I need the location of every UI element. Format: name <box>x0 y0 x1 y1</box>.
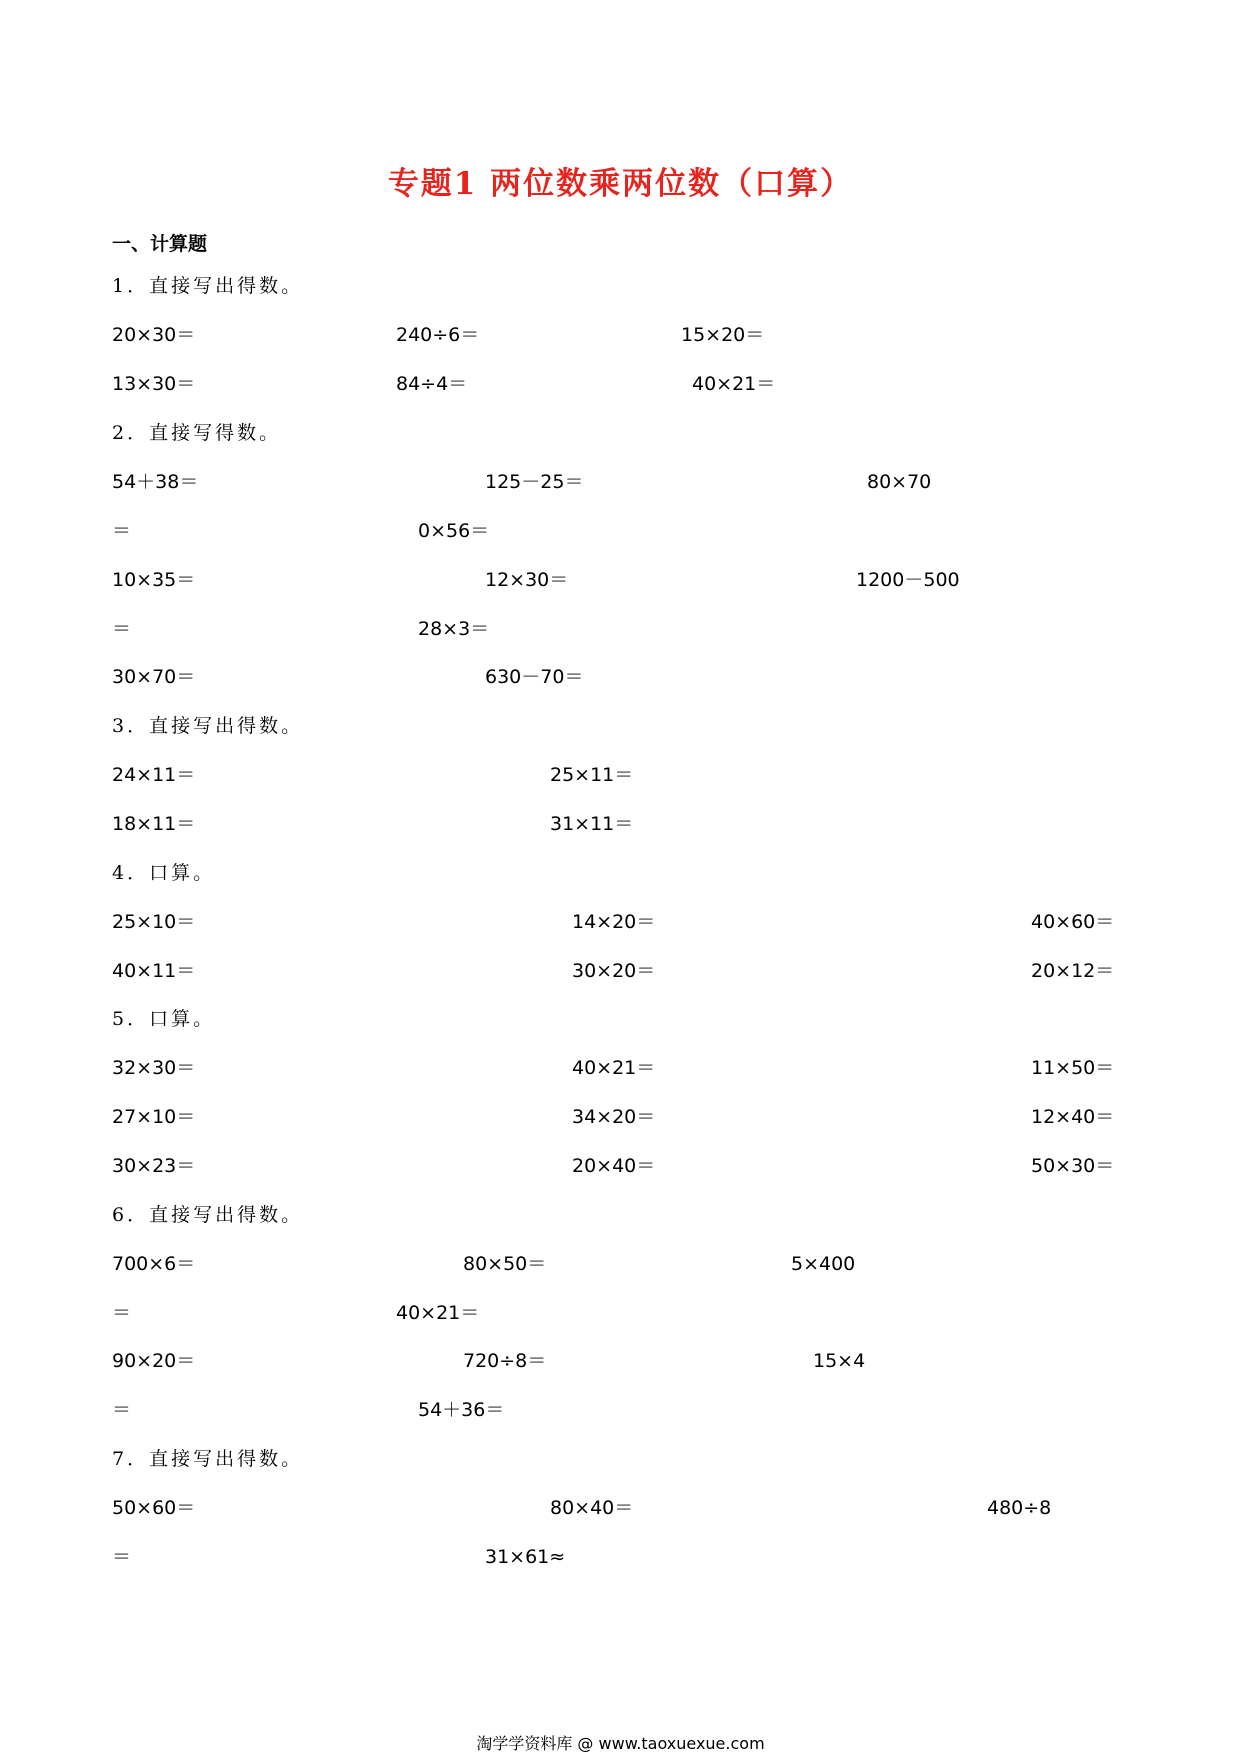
problem: ＝ <box>112 618 132 640</box>
problem: 28×3＝ <box>418 618 490 640</box>
problem: 30×70＝ <box>112 666 196 688</box>
problem: 14×20＝ <box>572 911 656 933</box>
problem: 0×56＝ <box>418 520 490 542</box>
problem: 20×30＝ <box>112 324 196 346</box>
problem: 50×60＝ <box>112 1497 196 1519</box>
problem: 40×60＝ <box>1031 911 1115 933</box>
question-1-label: 1．直接写出得数。 <box>112 275 304 297</box>
problem: 54＋38＝ <box>112 471 199 493</box>
section-heading: 一、计算题 <box>112 233 208 255</box>
problem: 80×40＝ <box>550 1497 634 1519</box>
problem: 40×21＝ <box>692 373 776 395</box>
problem: 700×6＝ <box>112 1253 196 1275</box>
problem: 18×11＝ <box>112 813 196 835</box>
problem: ＝ <box>112 520 132 542</box>
problem: 10×35＝ <box>112 569 196 591</box>
problem: 720÷8＝ <box>463 1350 547 1372</box>
problem: 40×21＝ <box>572 1057 656 1079</box>
problem: 5×400 <box>791 1253 856 1275</box>
question-6-label: 6．直接写出得数。 <box>112 1204 304 1226</box>
problem: 80×50＝ <box>463 1253 547 1275</box>
question-2-label: 2．直接写得数。 <box>112 422 282 444</box>
problem: 40×11＝ <box>112 960 196 982</box>
problem: 11×50＝ <box>1031 1057 1115 1079</box>
problem: ＝ <box>112 1546 132 1568</box>
problem: 90×20＝ <box>112 1350 196 1372</box>
footer-watermark: 淘学学资料库 @ www.taoxuexue.com <box>476 1734 765 1753</box>
problem: ＝ <box>112 1302 132 1324</box>
problem: 15×20＝ <box>681 324 765 346</box>
problem: 12×30＝ <box>485 569 569 591</box>
problem: 25×10＝ <box>112 911 196 933</box>
problem: 84÷4＝ <box>396 373 468 395</box>
problem: 25×11＝ <box>550 764 634 786</box>
problem: 30×23＝ <box>112 1155 196 1177</box>
problem: 240÷6＝ <box>396 324 480 346</box>
problem: 34×20＝ <box>572 1106 656 1128</box>
problem: 1200－500 <box>856 569 960 591</box>
problem: 13×30＝ <box>112 373 196 395</box>
page-title: 专题1 两位数乘两位数（口算） <box>387 166 854 202</box>
problem: 27×10＝ <box>112 1106 196 1128</box>
problem: 20×40＝ <box>572 1155 656 1177</box>
problem: 125－25＝ <box>485 471 584 493</box>
question-4-label: 4．口算。 <box>112 862 216 884</box>
problem: 15×4 <box>813 1350 866 1372</box>
problem: 50×30＝ <box>1031 1155 1115 1177</box>
question-7-label: 7．直接写出得数。 <box>112 1448 304 1470</box>
problem: 630－70＝ <box>485 666 584 688</box>
question-5-label: 5．口算。 <box>112 1008 216 1030</box>
problem: 54＋36＝ <box>418 1399 505 1421</box>
problem: 12×40＝ <box>1031 1106 1115 1128</box>
problem: 31×61≈ <box>485 1546 566 1568</box>
problem: 32×30＝ <box>112 1057 196 1079</box>
problem: 24×11＝ <box>112 764 196 786</box>
question-3-label: 3．直接写出得数。 <box>112 715 304 737</box>
problem: 20×12＝ <box>1031 960 1115 982</box>
problem: 31×11＝ <box>550 813 634 835</box>
problem: 480÷8 <box>987 1497 1052 1519</box>
problem: 40×21＝ <box>396 1302 480 1324</box>
problem: 30×20＝ <box>572 960 656 982</box>
problem: ＝ <box>112 1399 132 1421</box>
problem: 80×70 <box>867 471 932 493</box>
